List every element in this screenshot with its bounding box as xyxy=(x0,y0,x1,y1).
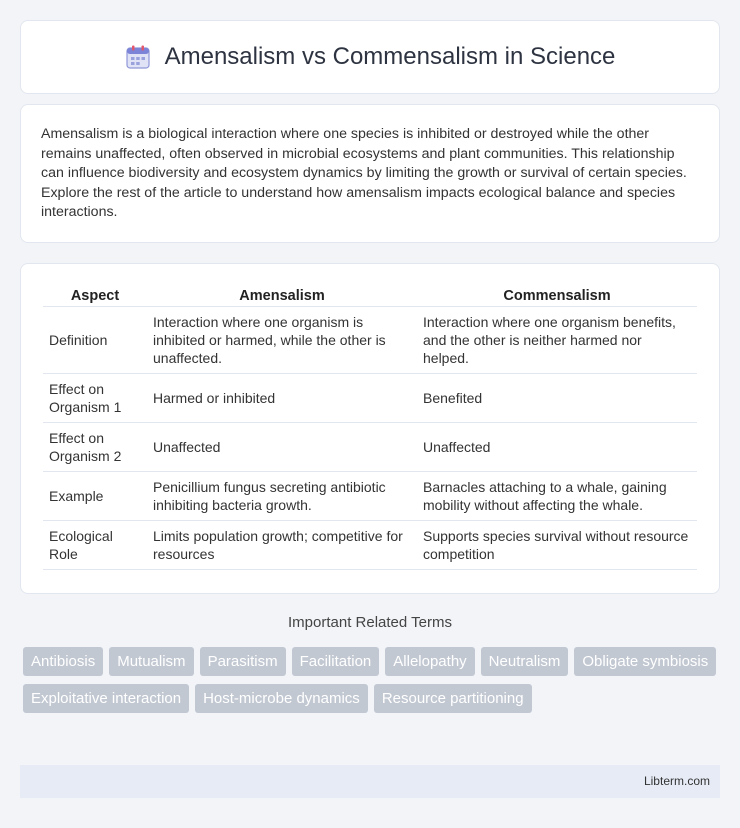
cell-amensalism: Harmed or inhibited xyxy=(147,374,417,423)
cell-amensalism: Interaction where one organism is inhibited or harmed, while the other is unaffected. xyxy=(147,307,417,374)
tag-neutralism[interactable]: Neutralism xyxy=(481,647,569,676)
table-row xyxy=(43,423,697,472)
table-row xyxy=(43,472,697,521)
tag-obligate-symbiosis[interactable]: Obligate symbiosis xyxy=(574,647,716,676)
cell-amensalism: Unaffected xyxy=(147,423,417,472)
header-commensalism: Commensalism xyxy=(417,284,697,307)
tag-host-microbe-dynamics[interactable]: Host-microbe dynamics xyxy=(195,684,368,713)
intro-card xyxy=(20,104,720,243)
cell-commensalism: Interaction where one organism benefits, and the other is neither harmed nor helped. xyxy=(417,307,697,374)
intro-text: Amensalism is a biological interaction where one species is inhibited or destroyed while the other remains unaffected, often observed in microbial ecosystems and plant communities. This relationship can influence biodiversity and ecosystem dynamics by limiting the growth or survival of certain species. Explore the rest of the article to understand how amensalism impacts ecological balance and species interactions. xyxy=(41,126,687,221)
cell-aspect: Definition xyxy=(43,307,147,374)
cell-amensalism: Penicillium fungus secreting antibiotic inhibiting bacteria growth. xyxy=(147,472,417,521)
cell-commensalism: Supports species survival without resource competition xyxy=(417,521,697,570)
header-aspect: Aspect xyxy=(43,284,147,307)
cell-aspect: Example xyxy=(43,472,147,521)
table-row xyxy=(43,307,697,374)
table-row xyxy=(43,374,697,423)
header-amensalism: Amensalism xyxy=(147,284,417,307)
cell-commensalism: Barnacles attaching to a whale, gaining mobility without affecting the whale. xyxy=(417,472,697,521)
comparison-card xyxy=(20,263,720,594)
footer xyxy=(20,765,720,798)
table-row xyxy=(43,521,697,570)
header-card xyxy=(20,20,720,94)
calendar-icon xyxy=(125,44,151,70)
tag-allelopathy[interactable]: Allelopathy xyxy=(385,647,474,676)
tag-mutualism[interactable]: Mutualism xyxy=(109,647,193,676)
page-title: Amensalism vs Commensalism in Science xyxy=(164,43,616,70)
cell-amensalism: Limits population growth; competitive for resources xyxy=(147,521,417,570)
cell-aspect: Effect on Organism 2 xyxy=(43,423,147,472)
tag-facilitation[interactable]: Facilitation xyxy=(292,647,380,676)
footer-brand-link[interactable]: Libterm.com xyxy=(643,774,710,788)
related-terms-list xyxy=(23,647,723,713)
related-terms-title: Important Related Terms xyxy=(288,614,452,631)
tag-exploitative-interaction[interactable]: Exploitative interaction xyxy=(23,684,189,713)
cell-commensalism: Benefited xyxy=(417,374,697,423)
tag-resource-partitioning[interactable]: Resource partitioning xyxy=(374,684,532,713)
tag-parasitism[interactable]: Parasitism xyxy=(200,647,286,676)
comparison-table xyxy=(43,284,697,570)
table-header-row xyxy=(43,284,697,307)
tag-antibiosis[interactable]: Antibiosis xyxy=(23,647,103,676)
cell-aspect: Effect on Organism 1 xyxy=(43,374,147,423)
cell-commensalism: Unaffected xyxy=(417,423,697,472)
cell-aspect: Ecological Role xyxy=(43,521,147,570)
